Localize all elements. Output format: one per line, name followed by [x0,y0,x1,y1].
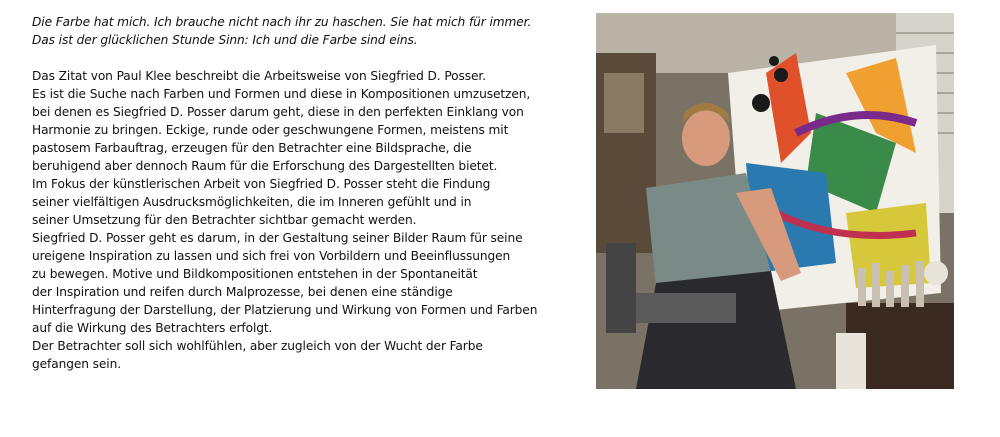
body-line: zu bewegen. Motive und Bildkompositionen entstehen in der Spontaneität [32,267,478,281]
body-line: Im Fokus der künstlerischen Arbeit von Siegfried D. Posser steht die Findung [32,177,491,191]
body-line: Siegfried D. Posser geht es darum, in der Gestaltung seiner Bilder Raum für seine [32,231,523,245]
body-line: Harmonie zu bringen. Eckige, runde oder geschwungene Formen, meistens mit [32,123,509,137]
body-line: auf die Wirkung des Betrachters erfolgt. [32,321,273,335]
body-line: seiner vielfältigen Ausdrucksmöglichkeiten, die im Inneren gefühlt und in [32,195,472,209]
body-line: Der Betrachter soll sich wohlfühlen, aber zugleich von der Wucht der Farbe [32,339,483,353]
body-line: Es ist die Suche nach Farben und Formen und diese in Kompositionen umzusetzen, [32,87,531,101]
body-paragraph [32,67,592,373]
artist-studio-photo [596,13,954,389]
body-line: der Inspiration und reifen durch Malprozesse, bei denen eine ständige [32,285,453,299]
quote-line: Die Farbe hat mich. Ich brauche nicht nach ihr zu haschen. Sie hat mich für immer. [32,15,532,29]
body-line: pastosem Farbauftrag, erzeugen für den Betrachter eine Bildsprache, die [32,141,472,155]
body-line: Das Zitat von Paul Klee beschreibt die Arbeitsweise von Siegfried D. Posser. [32,69,486,83]
body-line: seiner Umsetzung für den Betrachter sichtbar gemacht werden. [32,213,417,227]
body-line: gefangen sein. [32,357,121,371]
body-line: bei denen es Siegfried D. Posser darum geht, diese in den perfekten Einklang von [32,105,524,119]
body-line: ureigene Inspiration zu lassen und sich frei von Vorbildern und Beeinflussungen [32,249,511,263]
klee-quote [32,13,592,49]
quote-line: Das ist der glücklichen Stunde Sinn: Ich und die Farbe sind eins. [32,33,418,47]
body-line: Hinterfragung der Darstellung, der Platzierung und Wirkung von Formen und Farben [32,303,538,317]
body-line: beruhigend aber dennoch Raum für die Erforschung des Dargestellten bietet. [32,159,498,173]
article-text [32,13,592,373]
